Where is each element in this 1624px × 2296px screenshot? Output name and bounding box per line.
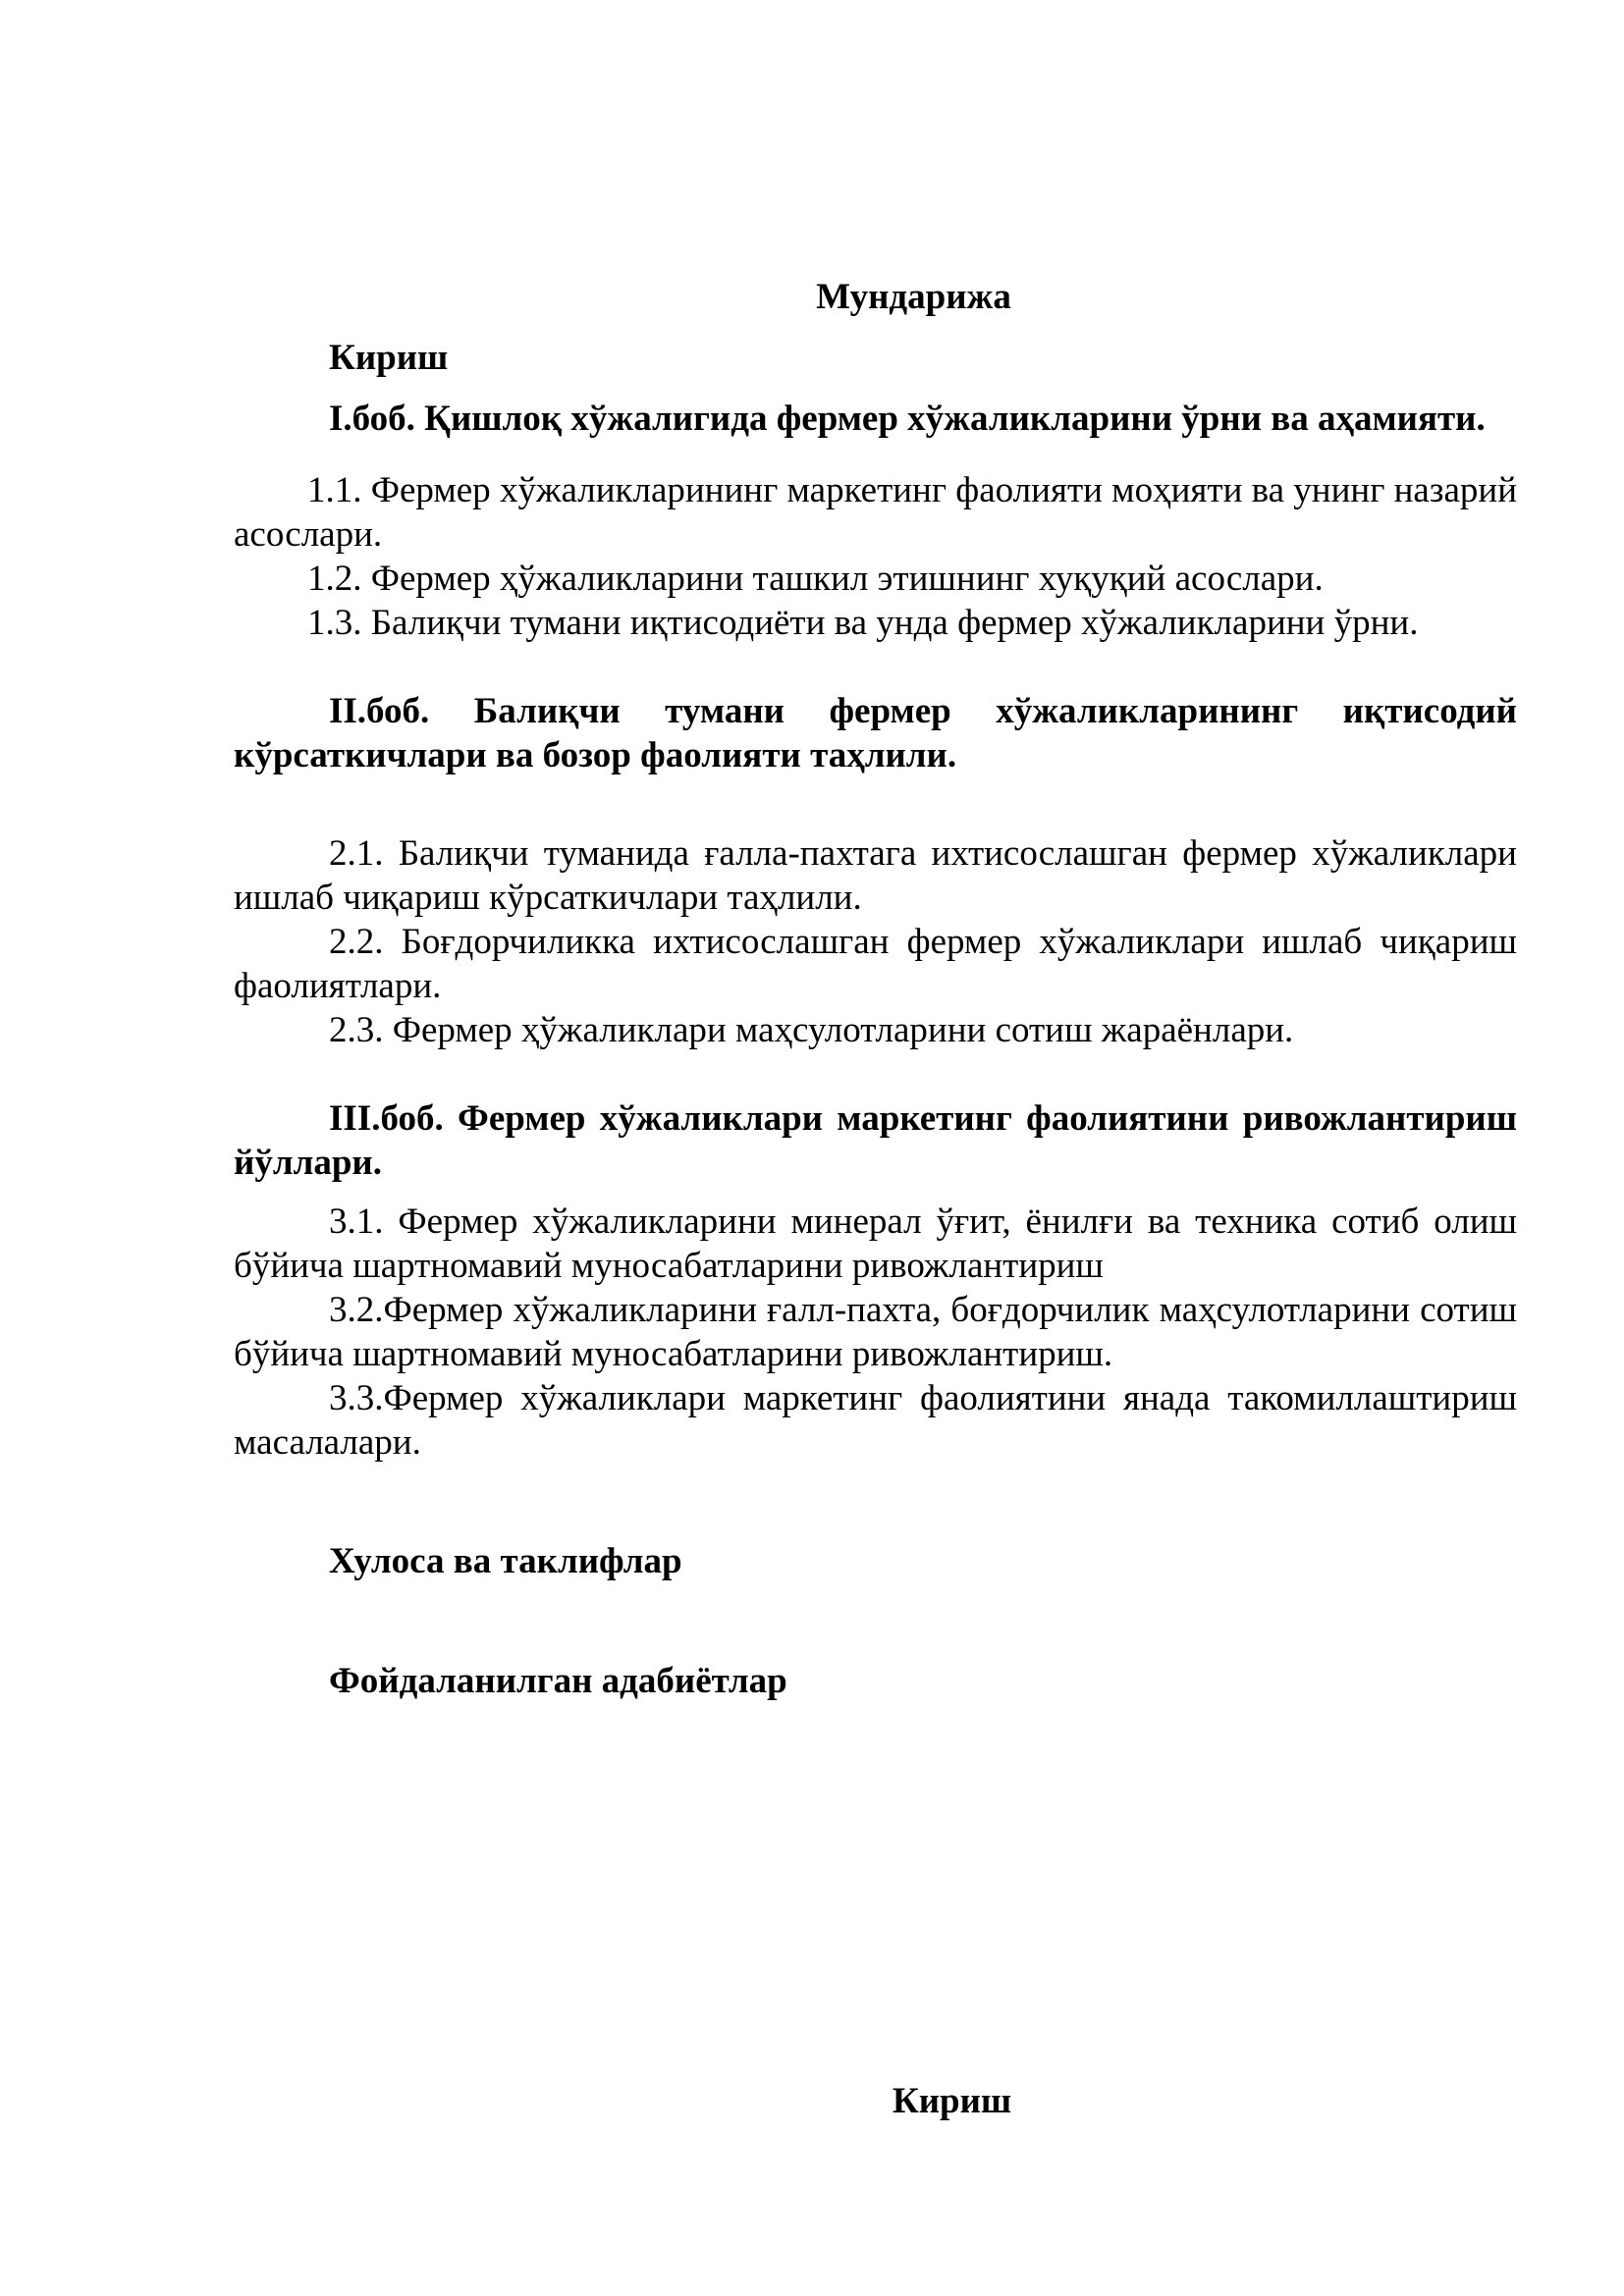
toc-conclusion: Хулоса ва таклифлар xyxy=(329,1541,682,1581)
chapter3-heading: III.боб. Фермер хўжаликлари маркетинг фаолиятини ривожлантириш йўллари. xyxy=(234,1098,1517,1183)
chapter3-item-1: 3.1. Фермер хўжаликларини минерал ўғит, ёнилғи ва техника сотиб олиш бўйича шартномавий муносабатларини ривожлантириш xyxy=(234,1201,1517,1286)
chapter1-heading: I.боб. Қишлоқ хўжалигида фермер хўжаликларини ўрни ва аҳамияти. xyxy=(329,399,1486,439)
chapter2-item-3: 2.3. Фермер ҳўжаликлари маҳсулотларини сотиш жараёнлари. xyxy=(329,1010,1294,1050)
toc-references: Фойдаланилган адабиётлар xyxy=(329,1661,787,1701)
table-of-contents xyxy=(234,275,1517,1703)
chapter2-item-1: 2.1. Балиқчи туманида ғалла-пахтага ихтисослашган фермер хўжаликлари ишлаб чиқариш кўрсаткичлари таҳлили. xyxy=(234,833,1517,918)
chapter2-heading: II.боб. Балиқчи тумани фермер хўжаликларининг иқтисодий кўрсаткичлари ва бозор фаолияти таҳлили. xyxy=(234,691,1517,775)
chapter1-item-3: 1.3. Балиқчи тумани иқтисодиёти ва унда фермер хўжаликларини ўрни. xyxy=(307,603,1419,643)
chapter3-item-3: 3.3.Фермер хўжаликлари маркетинг фаолиятини янада такомиллаштириш масалалари. xyxy=(234,1378,1517,1463)
next-section-title: Кириш xyxy=(892,2081,1012,2121)
toc-title: Мундарижа xyxy=(816,277,1011,317)
chapter1-items xyxy=(234,468,1517,645)
toc-intro: Кириш xyxy=(329,338,449,378)
chapter2-items xyxy=(234,831,1517,1052)
chapter2-item-2: 2.2. Боғдорчиликка ихтисослашган фермер хўжаликлари ишлаб чиқариш фаолиятлари. xyxy=(234,922,1517,1006)
chapter1-item-2: 1.2. Фермер ҳўжаликларини ташкил этишнинг хуқуқий асослари. xyxy=(307,559,1324,599)
chapter3-items xyxy=(234,1200,1517,1465)
chapter1-item-1: 1.1. Фермер хўжаликларининг маркетинг фаолияти моҳияти ва унинг назарий асослари. xyxy=(234,470,1517,555)
chapter3-item-2: 3.2.Фермер хўжаликларини ғалл-пахта, боғдорчилик маҳсулотларини сотиш бўйича шартномавий муносабатларини ривожлантириш. xyxy=(234,1290,1517,1374)
